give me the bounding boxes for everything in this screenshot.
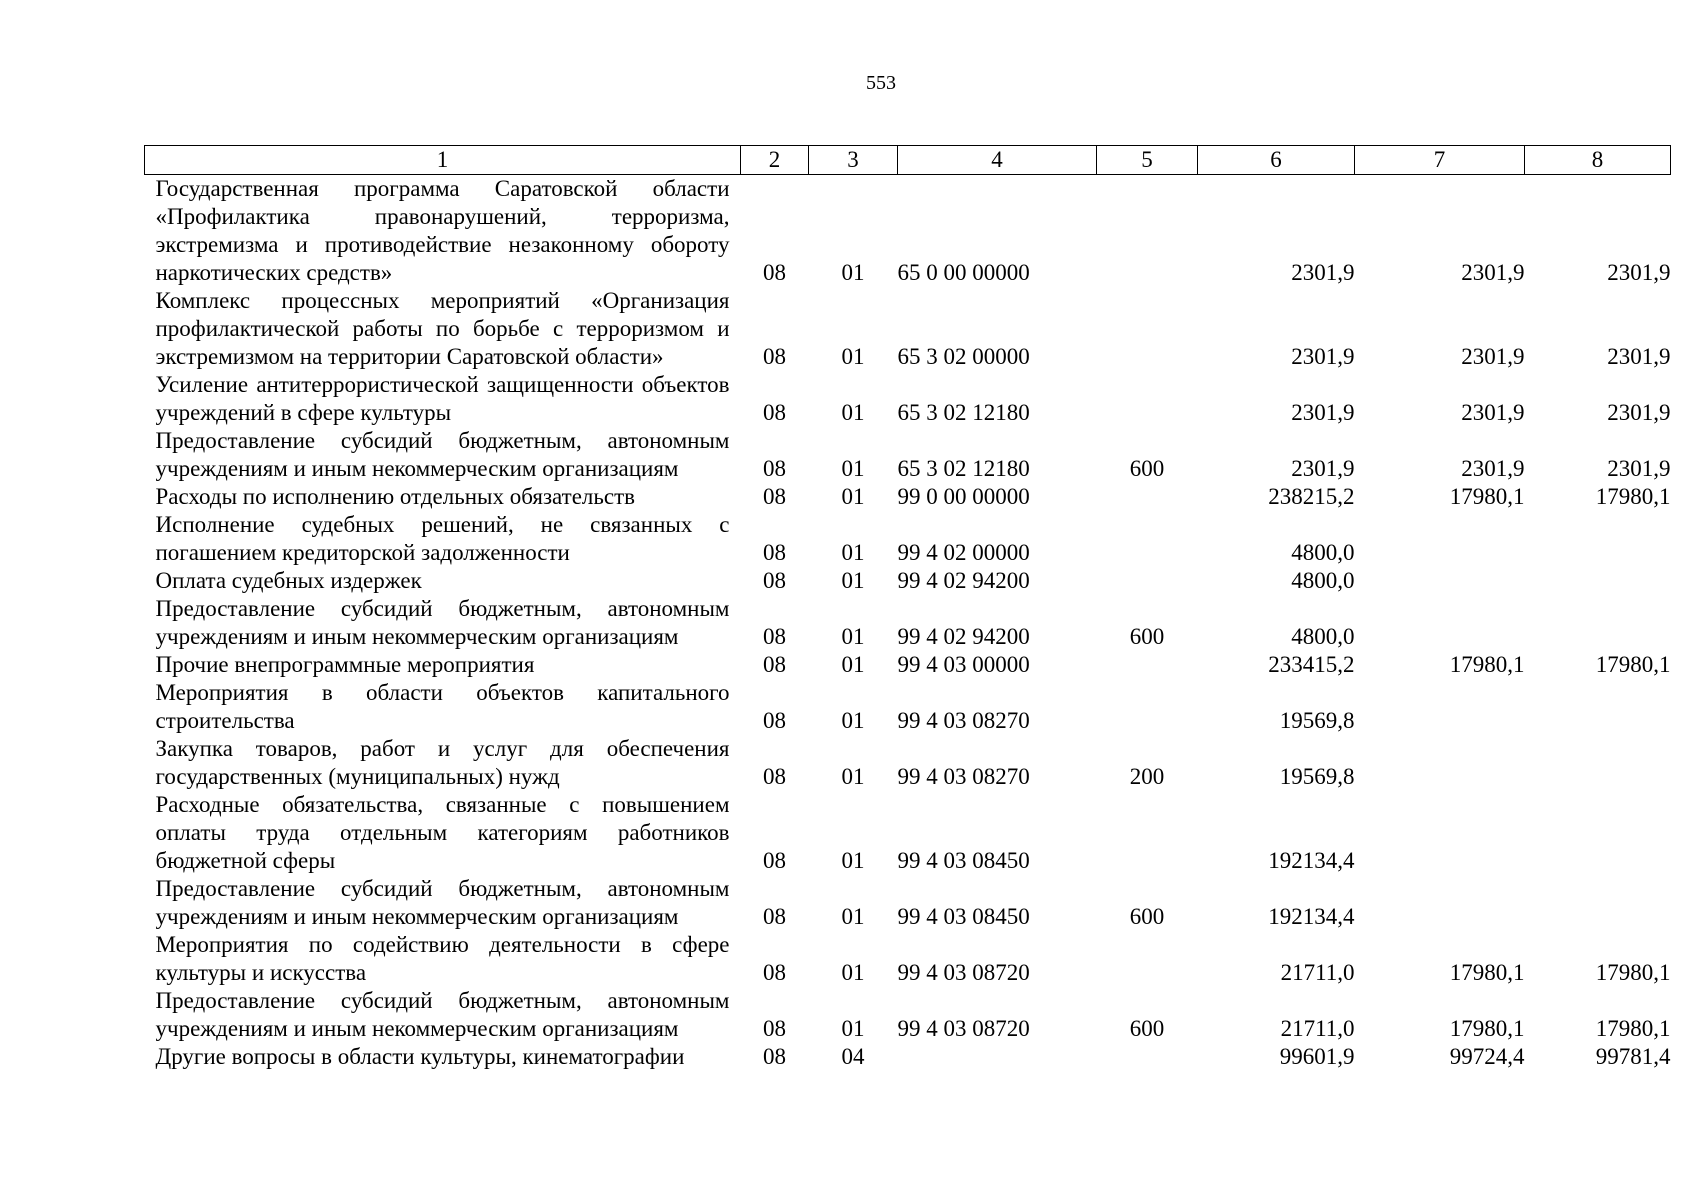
- row-target-code: 65 3 02 12180: [897, 400, 1030, 425]
- row-name: Расходные обязательства, связанные с повышением оплаты труда отдельным категориям работников бюджетной сферы: [155, 792, 730, 873]
- row-expense-type: 600: [1129, 904, 1165, 929]
- row-name: Предоставление субсидий бюджетным, автономным учреждениям и иным некоммерческим организациям: [155, 596, 730, 649]
- row-subsection: 01: [841, 652, 865, 677]
- row-amount-col8: 99781,4: [1595, 1044, 1671, 1069]
- table-row: [145, 287, 1671, 371]
- header-col-2: 2: [741, 146, 809, 175]
- table-row: [145, 567, 1671, 595]
- row-name: Предоставление субсидий бюджетным, автономным учреждениям и иным некоммерческим организациям: [155, 428, 730, 481]
- row-section: 08: [763, 260, 786, 285]
- row-target-code: 99 4 03 08270: [897, 764, 1030, 789]
- row-amount-col8: 2301,9: [1607, 344, 1671, 369]
- row-expense-type: 600: [1129, 1016, 1165, 1041]
- row-amount-col7: 2301,9: [1461, 400, 1525, 425]
- row-amount-col7: 2301,9: [1461, 344, 1525, 369]
- row-section: 08: [763, 708, 786, 733]
- header-col-7: 7: [1355, 146, 1525, 175]
- row-amount-col6: 2301,9: [1291, 344, 1355, 369]
- row-subsection: 01: [841, 260, 865, 285]
- row-amount-col6: 2301,9: [1291, 260, 1355, 285]
- row-amount-col6: 4800,0: [1291, 540, 1355, 565]
- table-row: [145, 595, 1671, 651]
- row-subsection: 01: [841, 456, 865, 481]
- row-amount-col8: [1525, 511, 1671, 567]
- row-section: 08: [763, 344, 786, 369]
- row-subsection: 01: [841, 1016, 865, 1041]
- row-expense-type: [1097, 679, 1198, 735]
- header-col-8: 8: [1525, 146, 1671, 175]
- row-name: Мероприятия в области объектов капитального строительства: [155, 680, 730, 733]
- row-subsection: 01: [841, 960, 865, 985]
- row-section: 08: [763, 652, 786, 677]
- table-row: [145, 1043, 1671, 1071]
- row-name: Исполнение судебных решений, не связанных с погашением кредиторской задолженности: [155, 512, 730, 565]
- row-amount-col8: [1525, 679, 1671, 735]
- row-amount-col7: [1355, 679, 1525, 735]
- row-name: Усиление антитеррористической защищенности объектов учреждений в сфере культуры: [155, 372, 730, 425]
- row-amount-col7: [1355, 595, 1525, 651]
- row-expense-type: [1097, 371, 1198, 427]
- table-row: [145, 511, 1671, 567]
- row-expense-type: [1097, 1043, 1198, 1071]
- row-subsection: 01: [841, 848, 865, 873]
- row-amount-col7: [1355, 511, 1525, 567]
- row-subsection: 01: [841, 540, 865, 565]
- header-col-1: 1: [145, 146, 741, 175]
- row-section: 08: [763, 764, 786, 789]
- row-section: 08: [763, 400, 786, 425]
- row-amount-col8: [1525, 735, 1671, 791]
- table-row: [145, 679, 1671, 735]
- row-target-code: [898, 1043, 1097, 1071]
- table-row: [145, 791, 1671, 875]
- row-subsection: 04: [841, 1044, 865, 1069]
- row-expense-type: [1097, 287, 1198, 371]
- row-amount-col8: [1525, 567, 1671, 595]
- budget-table: [144, 145, 1671, 1071]
- row-amount-col6: 4800,0: [1291, 624, 1355, 649]
- row-amount-col8: 2301,9: [1607, 260, 1671, 285]
- row-expense-type: [1097, 931, 1198, 987]
- row-name: Оплата судебных издержек: [155, 568, 422, 593]
- row-name: Комплекс процессных мероприятий «Организация профилактической работы по борьбе с терроризмом и экстремизмом на территории Саратовской области»: [155, 288, 730, 369]
- table-header-row: [145, 146, 1671, 175]
- row-amount-col6: 238215,2: [1268, 484, 1355, 509]
- row-amount-col6: 19569,8: [1279, 708, 1355, 733]
- row-subsection: 01: [841, 708, 865, 733]
- row-expense-type: 600: [1129, 624, 1165, 649]
- row-target-code: 99 4 02 94200: [897, 568, 1030, 593]
- header-col-5: 5: [1097, 146, 1198, 175]
- table-row: [145, 875, 1671, 931]
- header-col-4: 4: [898, 146, 1097, 175]
- row-subsection: 01: [841, 764, 865, 789]
- table-row: [145, 427, 1671, 483]
- row-target-code: 65 0 00 00000: [897, 260, 1030, 285]
- row-section: 08: [763, 960, 786, 985]
- row-amount-col8: 2301,9: [1607, 400, 1671, 425]
- row-name: Прочие внепрограммные мероприятия: [155, 652, 535, 677]
- row-amount-col7: 2301,9: [1461, 260, 1525, 285]
- row-amount-col6: 192134,4: [1268, 904, 1355, 929]
- row-expense-type: [1097, 651, 1198, 679]
- row-section: 08: [763, 1016, 786, 1041]
- row-subsection: 01: [841, 400, 865, 425]
- row-name: Государственная программа Саратовской области «Профилактика правонарушений, терроризма, экстремизма и противодействие незаконному обороту наркотических средств»: [155, 176, 730, 285]
- row-target-code: 99 4 02 94200: [897, 624, 1030, 649]
- row-name: Закупка товаров, работ и услуг для обеспечения государственных (муниципальных) нужд: [155, 736, 730, 789]
- row-expense-type: [1097, 175, 1198, 288]
- row-name: Расходы по исполнению отдельных обязательств: [155, 484, 635, 509]
- header-col-6: 6: [1198, 146, 1355, 175]
- row-target-code: 99 4 03 08720: [897, 960, 1030, 985]
- table-row: [145, 175, 1671, 288]
- row-name: Другие вопросы в области культуры, кинематографии: [155, 1044, 685, 1069]
- row-amount-col8: 17980,1: [1595, 1016, 1671, 1041]
- row-subsection: 01: [841, 484, 865, 509]
- row-subsection: 01: [841, 904, 865, 929]
- row-section: 08: [763, 456, 786, 481]
- row-amount-col7: 2301,9: [1461, 456, 1525, 481]
- row-section: 08: [763, 624, 786, 649]
- row-amount-col6: 2301,9: [1291, 400, 1355, 425]
- row-section: 08: [763, 568, 786, 593]
- row-amount-col8: [1525, 791, 1671, 875]
- row-amount-col6: 192134,4: [1268, 848, 1355, 873]
- row-section: 08: [763, 848, 786, 873]
- row-expense-type: 600: [1129, 456, 1165, 481]
- row-amount-col6: 99601,9: [1279, 1044, 1355, 1069]
- table-row: [145, 987, 1671, 1043]
- row-subsection: 01: [841, 568, 865, 593]
- row-target-code: 99 0 00 00000: [897, 484, 1030, 509]
- row-amount-col7: 17980,1: [1449, 484, 1525, 509]
- table-row: [145, 735, 1671, 791]
- row-expense-type: [1097, 511, 1198, 567]
- row-amount-col7: 17980,1: [1449, 1016, 1525, 1041]
- row-target-code: 99 4 03 08450: [897, 904, 1030, 929]
- page-number: 553: [866, 72, 896, 94]
- row-name: Мероприятия по содействию деятельности в сфере культуры и искусства: [155, 932, 730, 985]
- row-amount-col8: 17980,1: [1595, 652, 1671, 677]
- row-amount-col8: [1525, 875, 1671, 931]
- header-col-3: 3: [809, 146, 898, 175]
- row-expense-type: [1097, 567, 1198, 595]
- row-target-code: 99 4 02 00000: [897, 540, 1030, 565]
- row-amount-col6: 233415,2: [1268, 652, 1355, 677]
- row-amount-col6: 21711,0: [1280, 960, 1355, 985]
- row-expense-type: [1097, 483, 1198, 511]
- row-expense-type: 200: [1129, 764, 1165, 789]
- row-section: 08: [763, 1044, 786, 1069]
- row-amount-col6: 21711,0: [1280, 1016, 1355, 1041]
- table-row: [145, 651, 1671, 679]
- row-amount-col7: 17980,1: [1449, 960, 1525, 985]
- row-target-code: 65 3 02 00000: [897, 344, 1030, 369]
- table-row: [145, 371, 1671, 427]
- row-amount-col7: [1355, 791, 1525, 875]
- row-amount-col6: 2301,9: [1291, 456, 1355, 481]
- row-name: Предоставление субсидий бюджетным, автономным учреждениям и иным некоммерческим организациям: [155, 988, 730, 1041]
- row-subsection: 01: [841, 344, 865, 369]
- row-section: 08: [763, 904, 786, 929]
- row-amount-col7: 17980,1: [1449, 652, 1525, 677]
- row-amount-col8: 17980,1: [1595, 484, 1671, 509]
- row-section: 08: [763, 484, 786, 509]
- row-target-code: 99 4 03 08270: [897, 708, 1030, 733]
- row-section: 08: [763, 540, 786, 565]
- row-amount-col7: [1355, 735, 1525, 791]
- table-row: [145, 931, 1671, 987]
- row-amount-col7: [1355, 567, 1525, 595]
- row-amount-col8: 17980,1: [1595, 960, 1671, 985]
- row-amount-col7: 99724,4: [1449, 1044, 1525, 1069]
- row-expense-type: [1097, 791, 1198, 875]
- row-target-code: 65 3 02 12180: [897, 456, 1030, 481]
- row-amount-col8: [1525, 595, 1671, 651]
- table-row: [145, 483, 1671, 511]
- row-target-code: 99 4 03 08450: [897, 848, 1030, 873]
- row-amount-col7: [1355, 875, 1525, 931]
- row-amount-col6: 4800,0: [1291, 568, 1355, 593]
- row-target-code: 99 4 03 00000: [897, 652, 1030, 677]
- table-body: [145, 175, 1671, 1072]
- row-subsection: 01: [841, 624, 865, 649]
- row-amount-col6: 19569,8: [1279, 764, 1355, 789]
- row-target-code: 99 4 03 08720: [897, 1016, 1030, 1041]
- row-amount-col8: 2301,9: [1607, 456, 1671, 481]
- row-name: Предоставление субсидий бюджетным, автономным учреждениям и иным некоммерческим организациям: [155, 876, 730, 929]
